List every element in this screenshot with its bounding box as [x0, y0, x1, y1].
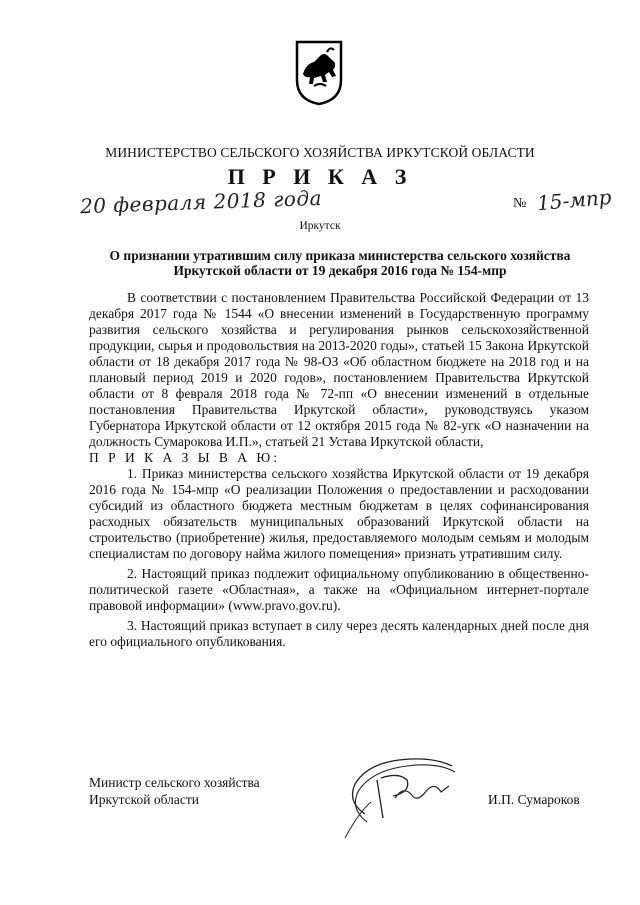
position-line-2: Иркутской области	[89, 792, 200, 807]
order-item-2: 2. Настоящий приказ подлежит официальному опубликованию в общественно-политической газете «Областная», а также на «Официальном интернет-портале правовой информации» (www.pravo.gov.ru).	[89, 566, 589, 613]
order-item-3: 3. Настоящий приказ вступает в силу через десять календарных дней после дня его официального опубликования.	[89, 618, 589, 649]
order-item-1: 1. Приказ министерства сельского хозяйства Иркутской области от 19 декабря 2016 года № 154-мпр «О реализации Положения о предоставлении и расходовании субсидий из областного бюджета местным бюджетам в целях софинансирования расходных обязательств муниципальных образований Иркутской области на строительство (приобретение) жилья, предоставляемого молодым семьям и молодым специалистам по договору найма жилого помещения» признать утратившим силу.	[89, 466, 589, 561]
order-date-handwritten: 20 февраля 2018 года	[79, 185, 323, 219]
handwritten-signature-icon	[337, 742, 467, 840]
signatory-position	[89, 774, 260, 808]
position-line-1: Министр сельского хозяйства	[89, 775, 260, 790]
order-word: П Р И К А З Ы В А Ю:	[89, 450, 281, 465]
ministry-name: МИНИСТЕРСТВО СЕЛЬСКОГО ХОЗЯЙСТВА ИРКУТСКОЙ ОБЛАСТИ	[105, 145, 535, 160]
irkutsk-emblem-icon	[294, 40, 344, 106]
document-heading: О признании утратившим силу приказа министерства сельского хозяйства Иркутской области от 19 декабря 2016 года № 154-мпр	[109, 248, 571, 278]
document-body	[89, 290, 589, 650]
city: Иркутск	[299, 220, 341, 232]
signatory-name: И.П. Сумароков	[488, 792, 580, 807]
number-sign: №	[513, 196, 527, 211]
preamble-paragraph: В соответствии с постановлением Правительства Российской Федерации от 13 декабря 2017 года № 1544 «О внесении изменений в Государственную программу развития сельского хозяйства и регулирования рынков сельскохозяйственной продукции, сырья и продовольствия на 2013-2020 годы», статьей 15 Закона Иркутской области от 18 декабря 2017 года № 98-ОЗ «Об областном бюджете на 2018 год и на плановый период 2019 и 2020 годов», постановлением Правительства Иркутской области от 8 февраля 2018 года № 72-пп «О внесении изменений в отдельные постановления Правительства Иркутской области», руководствуясь указом Губернатора Иркутской области от 12 октября 2015 года № 82-угк «О назначении на должность Сумарокова И.П.», статьей 21 Устава Иркутской области,	[89, 290, 589, 449]
order-number-handwritten: 15-мпр	[536, 184, 613, 216]
document-type: П Р И К А З	[227, 164, 413, 189]
